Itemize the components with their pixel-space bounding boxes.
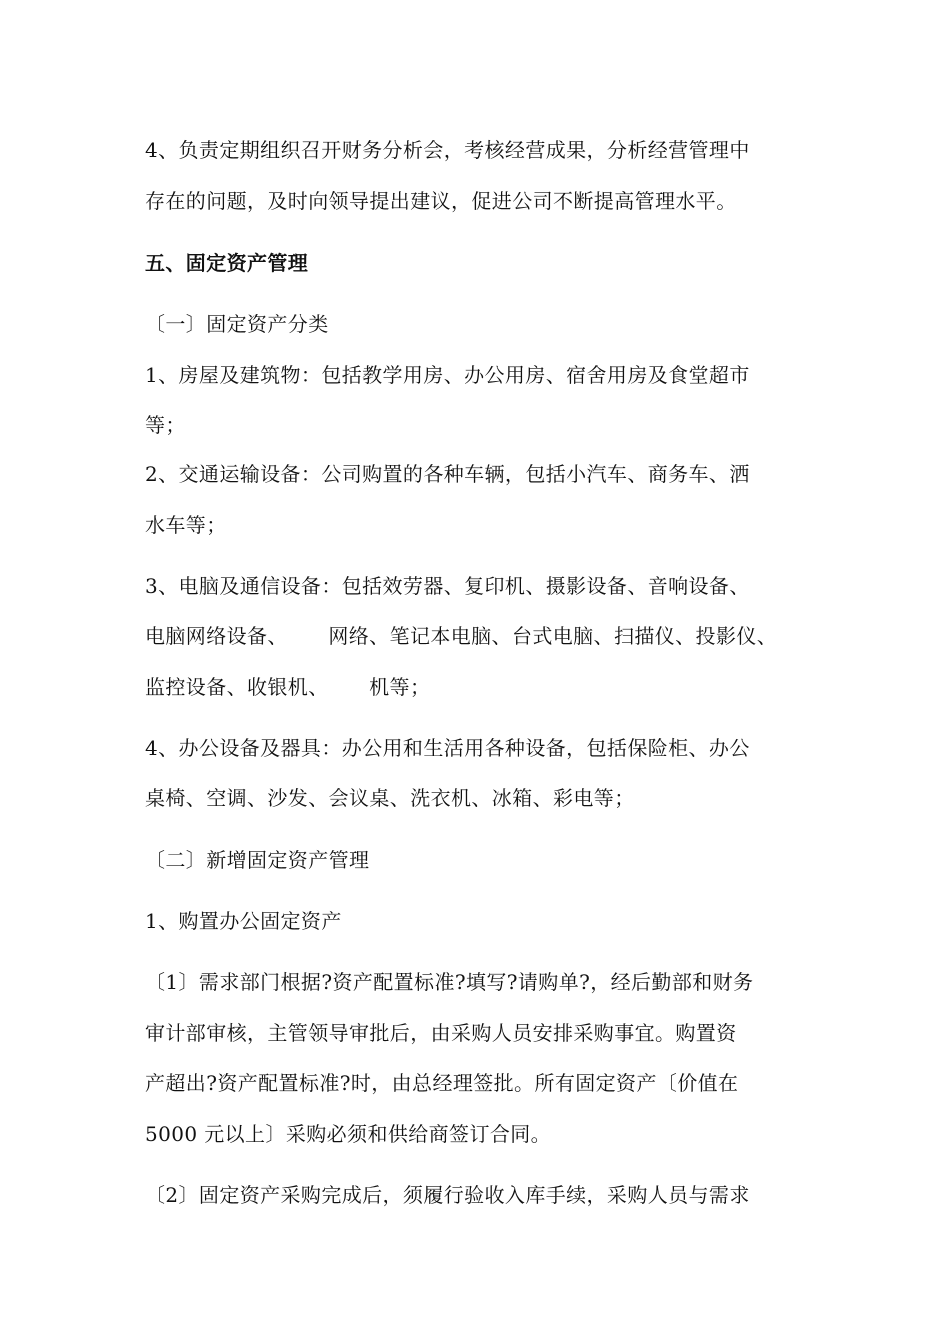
paragraph-line: 存在的问题，及时向领导提出建议，促进公司不断提高管理水平。	[145, 189, 737, 213]
paragraph-line: 2、交通运输设备：公司购置的各种车辆，包括小汽车、商务车、洒	[145, 462, 750, 486]
paragraph-line: 4、办公设备及器具：办公用和生活用各种设备，包括保险柜、办公	[145, 736, 750, 760]
paragraph-line: 等；	[145, 413, 186, 437]
paragraph-line: 4、负责定期组织召开财务分析会，考核经营成果，分析经营管理中	[145, 138, 750, 162]
subsection-heading: 〔一〕固定资产分类	[145, 312, 329, 336]
paragraph-line: 〔2〕固定资产采购完成后，须履行验收入库手续，采购人员与需求	[145, 1183, 750, 1207]
paragraph-line: 3、电脑及通信设备：包括效劳器、复印机、摄影设备、音响设备、	[145, 574, 750, 598]
paragraph-line: 5000 元以上〕采购必须和供给商签订合同。	[145, 1122, 552, 1146]
paragraph-line: 桌椅、空调、沙发、会议桌、洗衣机、冰箱、彩电等；	[145, 786, 635, 810]
paragraph-line: 审计部审核，主管领导审批后，由采购人员安排采购事宜。购置资	[145, 1021, 737, 1045]
paragraph-line: 水车等；	[145, 513, 227, 537]
paragraph-line: 电脑网络设备、 网络、笔记本电脑、台式电脑、扫描仪、投影仪、	[145, 624, 778, 648]
paragraph-line: 产超出?资产配置标准?时，由总经理签批。所有固定资产〔价值在	[145, 1071, 739, 1095]
section-heading: 五、固定资产管理	[145, 251, 309, 275]
paragraph-line: 1、房屋及建筑物：包括教学用房、办公用房、宿舍用房及食堂超市	[145, 363, 750, 387]
paragraph-line: 监控设备、收银机、 机等；	[145, 675, 431, 699]
paragraph-line: 1、购置办公固定资产	[145, 909, 342, 933]
subsection-heading: 〔二〕新增固定资产管理	[145, 848, 370, 872]
paragraph-line: 〔1〕需求部门根据?资产配置标准?填写?请购单?，经后勤部和财务	[145, 970, 754, 994]
